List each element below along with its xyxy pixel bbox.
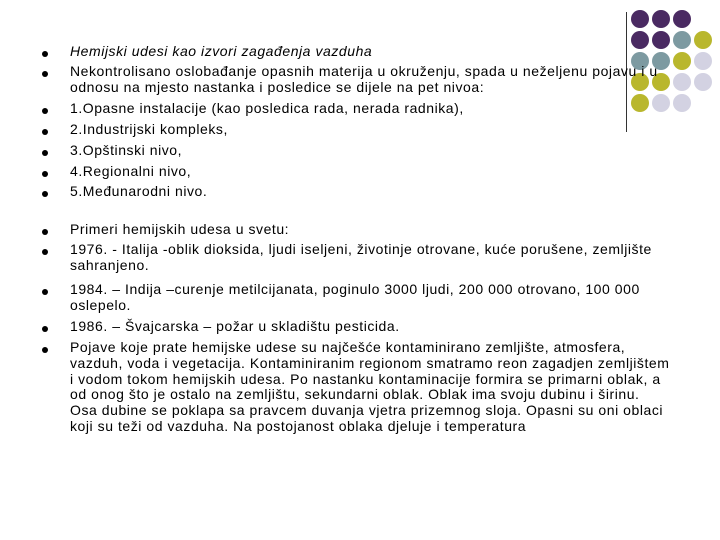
list-item xyxy=(36,340,676,435)
bullet-icon xyxy=(42,326,48,332)
bullet-icon xyxy=(42,71,48,77)
bullet-icon xyxy=(42,51,48,57)
list-item xyxy=(36,164,676,180)
list-item-text: 1986. – Švajcarska – požar u skladištu pesticida. xyxy=(70,318,400,334)
heading-text: Hemijski udesi kao izvori zagađenja vazduha xyxy=(70,43,373,59)
bullet-icon xyxy=(42,108,48,114)
bullet-icon xyxy=(42,249,48,255)
list-item-text: 2.Industrijski kompleks, xyxy=(70,121,228,137)
list-item-text: 3.Opštinski nivo, xyxy=(70,142,183,158)
list-item xyxy=(36,242,676,274)
list-item xyxy=(36,122,676,138)
bullet-icon xyxy=(42,150,48,156)
list-item xyxy=(36,143,676,159)
list-item xyxy=(36,64,676,96)
bullet-icon xyxy=(42,289,48,295)
bullet-icon xyxy=(42,229,48,235)
list-item xyxy=(36,101,676,117)
list-item xyxy=(36,184,676,200)
list-item xyxy=(36,319,676,335)
list-item-text: 1976. - Italija -oblik dioksida, ljudi iseljeni, životinje otrovane, kuće porušene, zemljište sahranjeno. xyxy=(70,241,652,273)
list-item xyxy=(36,222,676,238)
list-item-heading xyxy=(36,44,676,60)
bullet-icon xyxy=(42,347,48,353)
list-item-text: Nekontrolisano oslobađanje opasnih materija u okruženju, spada u neželjenu pojavu i u odnosu na mjesto nastanka i posledice se dijele na pet nivoa: xyxy=(70,63,658,95)
list-item-text: 4.Regionalni nivo, xyxy=(70,163,192,179)
bullet-icon xyxy=(42,191,48,197)
list-item-text: 5.Međunarodni nivo. xyxy=(70,183,208,199)
list-item-text: 1.Opasne instalacije (kao posledica rada, nerada radnika), xyxy=(70,100,464,116)
list-item xyxy=(36,282,676,314)
list-item-text: 1984. – Indija –curenje metilcijanata, poginulo 3000 ljudi, 200 000 otrovano, 100 000 oslepelo. xyxy=(70,281,640,313)
list-item-text: Pojave koje prate hemijske udese su najčešće kontaminirano zemljište, atmosfera, vazduh, voda i vegetacija. Kontaminiranim regionom smatramo reon zagadjen zemljištem i vodom tokom hemijskih udesa. Po nastanku kontaminacije formira se primarni oblak, a od onog što je ostalo na zemljištu, sekundarni oblak. Oblak ima svoju dubinu i širinu. Osa dubine se poklapa sa pravcem duvanja vjetra prizemnog sloja. Opasni su oni oblaci koji su teži od vazduha. Na postojanost oblaka djeluje i temperatura xyxy=(70,339,670,434)
bullet-icon xyxy=(42,171,48,177)
list-item-text: Primeri hemijskih udesa u svetu: xyxy=(70,221,290,237)
bullet-icon xyxy=(42,129,48,135)
